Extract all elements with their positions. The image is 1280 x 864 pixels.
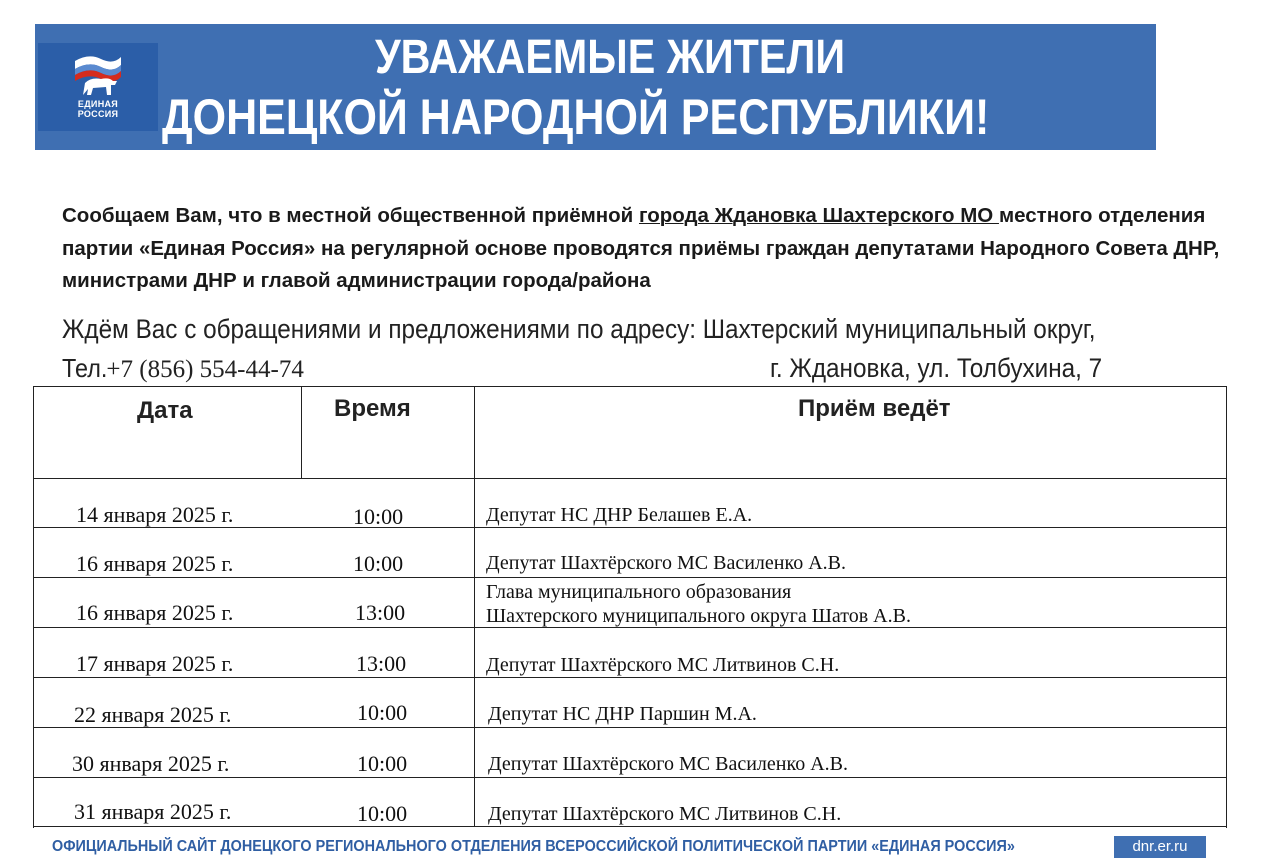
row5-time: 10:00 xyxy=(357,700,408,725)
phone-number: +7 (856) 554-44-74 xyxy=(106,356,304,383)
intro-text-underlined: города Ждановка Шахтерского МО xyxy=(638,204,999,227)
row3-date: 16 января 2025 г. xyxy=(76,600,234,625)
row4-date: 17 января 2025 г. xyxy=(76,651,234,676)
intro-text-part1: Сообщаем Вам, что в местной общественной приёмной xyxy=(62,204,639,227)
row7-date: 31 января 2025 г. xyxy=(74,799,232,824)
logo-line1: ЕДИНАЯ xyxy=(77,99,119,109)
address-line2: г. Ждановка, ул. Толбухина, 7 xyxy=(770,353,1103,383)
row7-time: 10:00 xyxy=(357,801,408,826)
row2-time: 10:00 xyxy=(353,551,404,576)
footer-text: ОФИЦИАЛЬНЫЙ САЙТ ДОНЕЦКОГО РЕГИОНАЛЬНОГО ОТДЕЛЕНИЯ ВСЕРОССИЙСКОЙ ПОЛИТИЧЕСКОЙ ПАРТИИ «ЕДИНАЯ РОССИЯ» xyxy=(52,838,1015,855)
row2-host: Депутат Шахтёрского МС Василенко А.В. xyxy=(486,552,846,574)
row3-host-line1: Глава муниципального образования xyxy=(486,581,792,603)
header-date: Дата xyxy=(137,397,193,424)
row6-date: 30 января 2025 г. xyxy=(72,751,230,776)
row-divider xyxy=(34,826,1226,827)
party-logo xyxy=(38,43,158,131)
row-divider xyxy=(34,577,1226,578)
bear-flag-logo-icon xyxy=(71,51,125,97)
logo-line2: РОССИЯ xyxy=(77,109,119,119)
row1-host: Депутат НС ДНР Белашев Е.А. xyxy=(486,504,753,526)
header-time: Время xyxy=(334,395,411,422)
phone xyxy=(62,353,304,384)
row5-date: 22 января 2025 г. xyxy=(74,702,232,727)
row4-host: Депутат Шахтёрского МС Литвинов С.Н. xyxy=(486,654,840,676)
row4-time: 13:00 xyxy=(356,651,407,676)
logo-text xyxy=(78,99,119,119)
phone-label: Тел. xyxy=(62,353,108,383)
row3-time: 13:00 xyxy=(355,600,406,625)
intro-paragraph xyxy=(62,200,1237,298)
row3-host-line2: Шахтерского муниципального округа Шатов А.В. xyxy=(486,605,911,627)
row-divider xyxy=(34,777,1226,778)
row-divider xyxy=(34,478,1226,479)
row-divider xyxy=(34,677,1226,678)
row1-time: 10:00 xyxy=(353,504,404,529)
row7-host: Депутат Шахтёрского МС Литвинов С.Н. xyxy=(488,803,842,825)
intro-text-part2: местного отделения партии «Единая Россия» на регулярной основе проводятся приёмы граждан депутатами Народного Совета ДНР, министрами ДНР и главой администрации города/района xyxy=(62,204,1220,292)
col-divider xyxy=(301,387,302,478)
col-divider xyxy=(474,387,475,827)
row6-time: 10:00 xyxy=(357,751,408,776)
row2-date: 16 января 2025 г. xyxy=(76,551,234,576)
schedule-table xyxy=(33,386,1227,828)
title-line2: ДОНЕЦКОЙ НАРОДНОЙ РЕСПУБЛИКИ! xyxy=(162,89,990,145)
row1-date: 14 января 2025 г. xyxy=(76,502,234,527)
site-link[interactable]: dnr.er.ru xyxy=(1114,836,1206,858)
title-line1: УВАЖАЕМЫЕ ЖИТЕЛИ xyxy=(375,31,846,84)
row5-host: Депутат НС ДНР Паршин М.А. xyxy=(488,703,757,725)
row6-host: Депутат Шахтёрского МС Василенко А.В. xyxy=(488,753,848,775)
header-host: Приём ведёт xyxy=(798,395,951,422)
address-line1: Ждём Вас с обращениями и предложениями по адресу: Шахтерский муниципальный округ, xyxy=(62,314,1096,344)
